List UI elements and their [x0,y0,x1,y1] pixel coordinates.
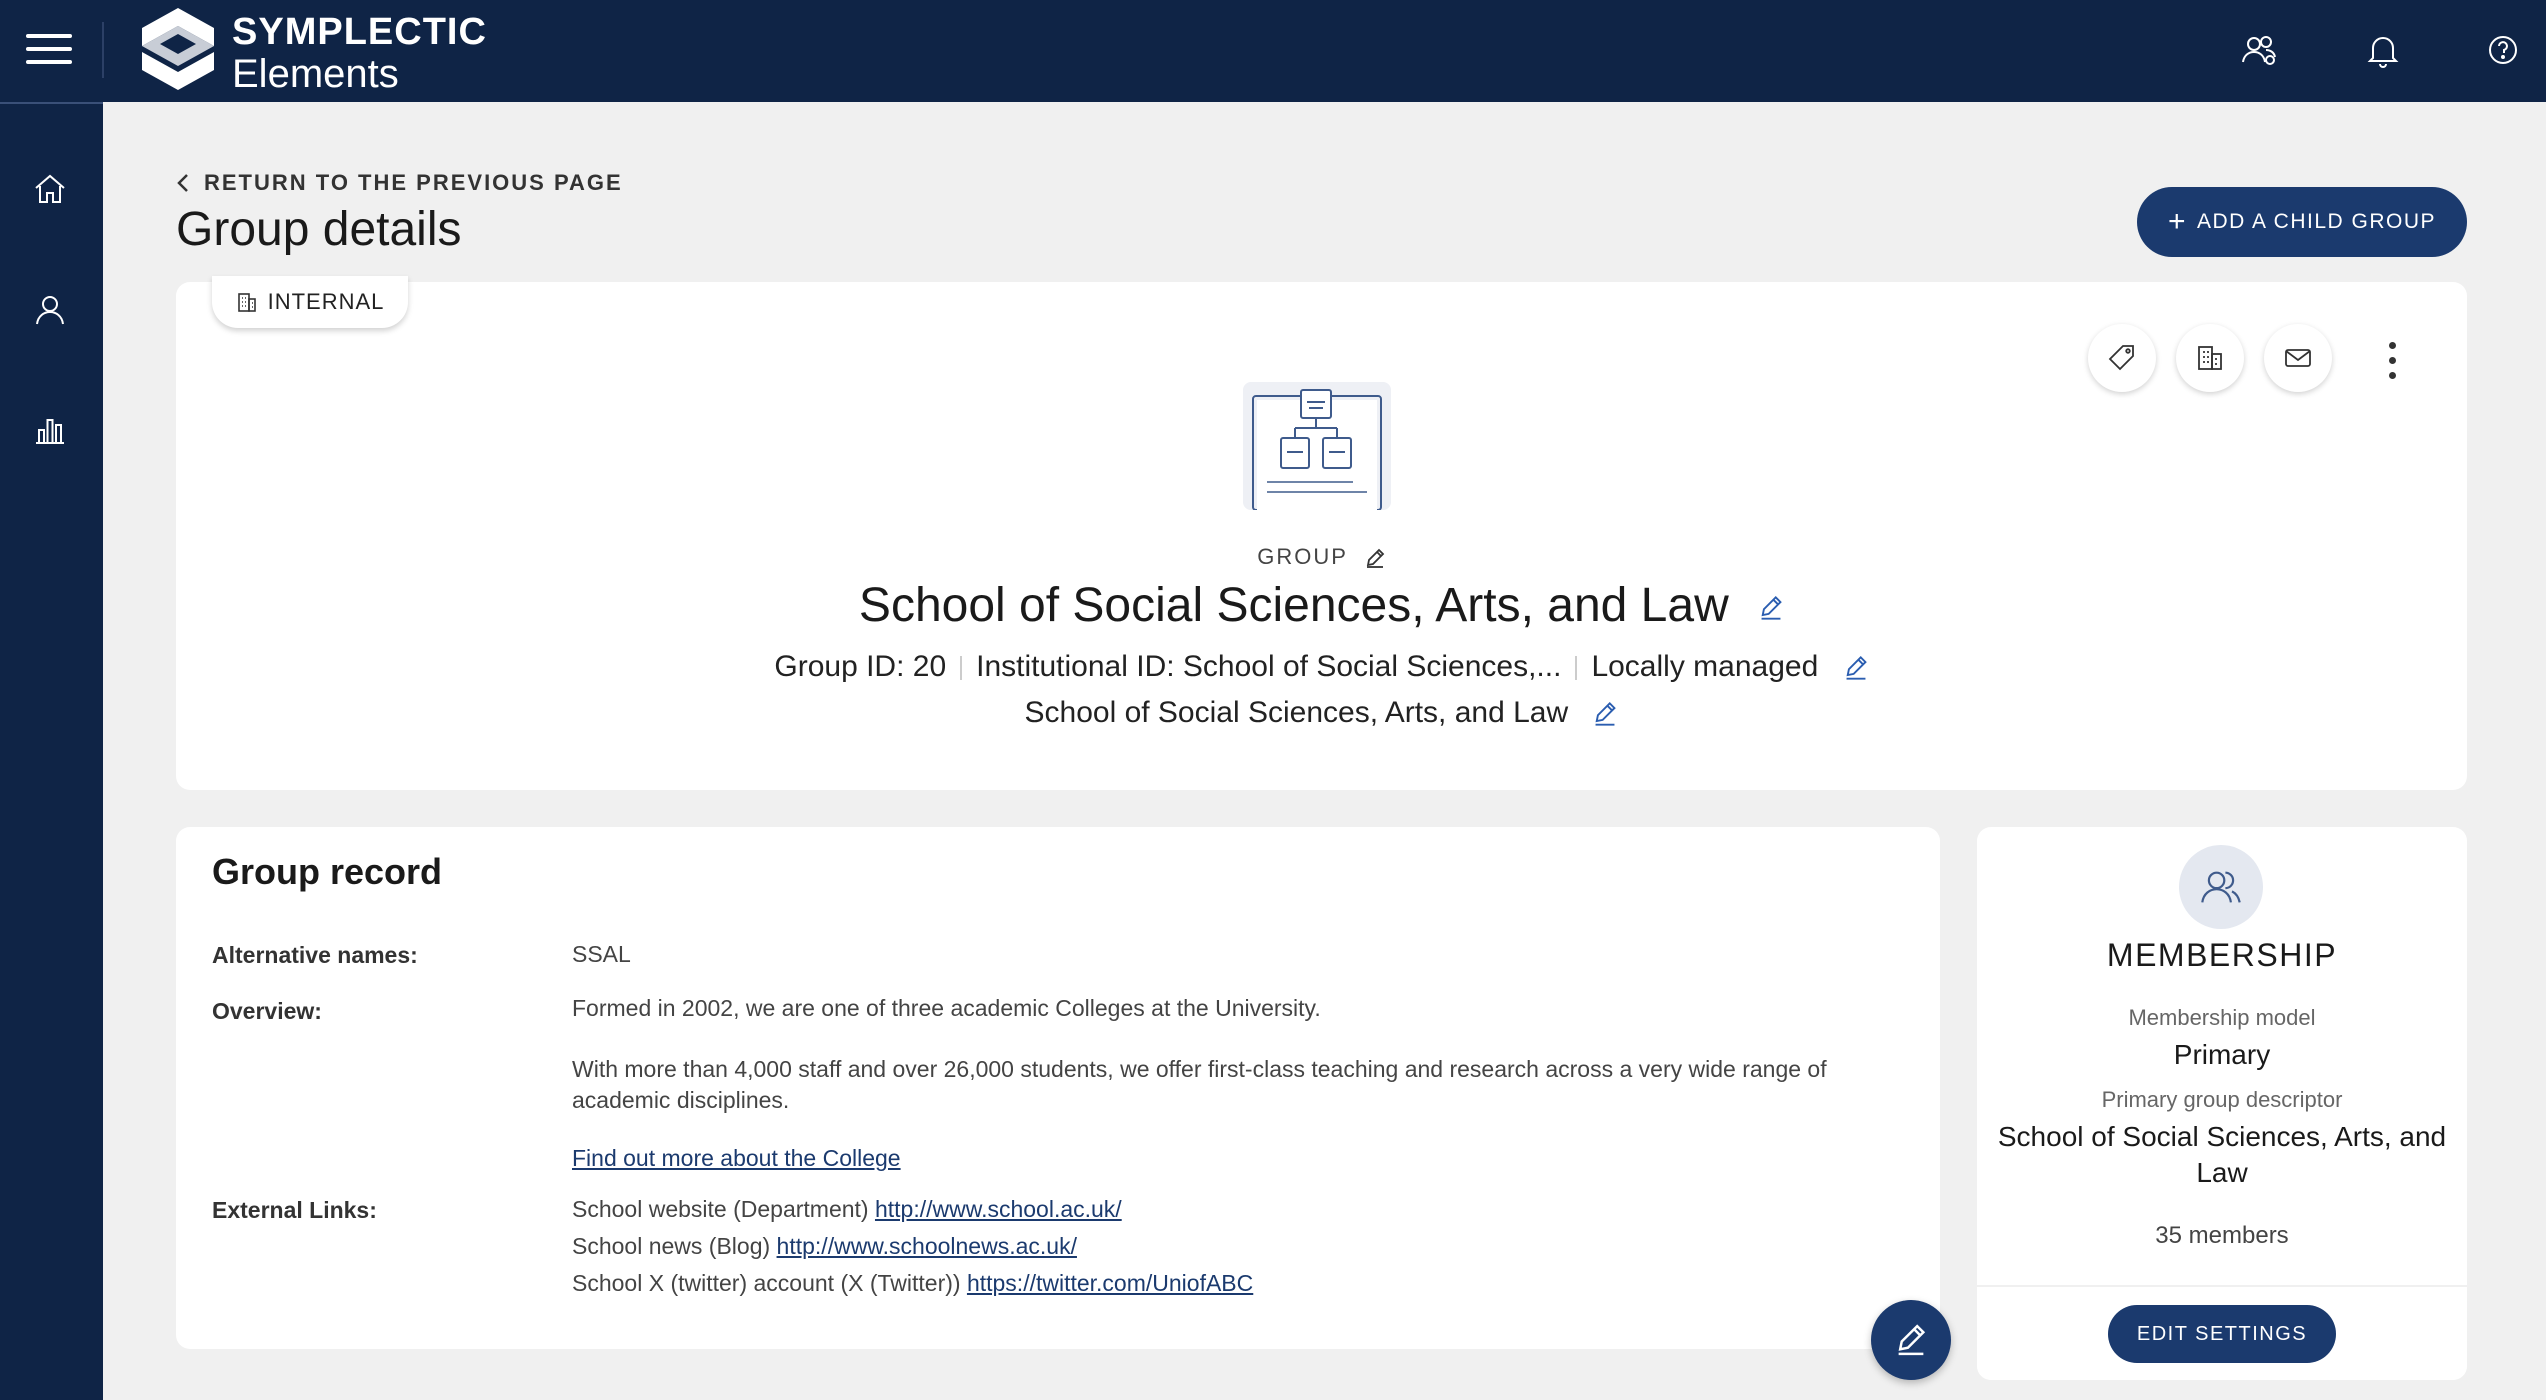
group-id: Group ID: 20 [774,650,947,683]
internal-badge [212,276,408,328]
management-status: Locally managed [1591,650,1819,683]
internal-badge-label: INTERNAL [267,289,385,314]
tag-icon [2107,343,2137,373]
descriptor-value: School of Social Sciences, Arts, and Law [1997,1121,2447,1188]
membership-title: MEMBERSHIP [2106,937,2338,973]
separator [1575,656,1577,680]
separator [960,656,962,680]
group-name-text: School of Social Sciences, Arts, and Law [858,579,1729,632]
external-links-label: External Links: [212,1197,377,1223]
edit-meta-pencil-icon[interactable] [1843,655,1869,681]
brand-name: SYMPLECTIC [232,11,487,53]
external-link-row [572,1194,1122,1225]
external-link-url[interactable]: http://www.school.ac.uk/ [874,1196,1122,1222]
membership-model-label: Membership model [2128,1005,2316,1030]
overview-link[interactable]: Find out more about the College [572,1145,901,1171]
external-link-url[interactable]: https://twitter.com/UniofABC [966,1270,1254,1296]
building-icon [2195,343,2225,373]
reports-icon[interactable] [30,410,70,450]
more-options-icon[interactable] [2372,330,2412,390]
group-name [176,578,2467,633]
membership-footer [1977,1285,2467,1380]
overview-link-row [572,1143,901,1174]
top-bar [0,0,2546,102]
plus-icon: + [2167,205,2187,238]
users-settings-icon[interactable] [2240,30,2280,70]
group-header-card [176,282,2467,790]
group-image-icon [1243,382,1391,510]
external-link-prefix: School website (Department) [572,1196,869,1222]
edit-name-pencil-icon[interactable] [1758,595,1784,621]
external-link-row [572,1268,1253,1299]
help-icon[interactable] [2483,30,2523,70]
add-child-group-label: ADD A CHILD GROUP [2196,210,2437,233]
edit-record-button[interactable] [1871,1300,1951,1380]
membership-model-value: Primary [2173,1039,2271,1070]
pencil-icon [1894,1323,1928,1357]
chevron-left-icon [176,173,190,193]
member-count: 35 members [2155,1222,2289,1249]
alt-names-label: Alternative names: [212,942,418,968]
group-description-text: School of Social Sciences, Arts, and Law [1024,696,1569,729]
edit-description-pencil-icon[interactable] [1592,701,1618,727]
group-type-label [176,544,2467,570]
overview-p1: Formed in 2002, we are one of three academic Colleges at the University. [572,995,1321,1021]
membership-icon-circle [2179,845,2263,929]
edit-type-pencil-icon[interactable] [1364,547,1386,569]
email-button[interactable] [2264,324,2332,392]
external-link-prefix: School news (Blog) [572,1233,771,1259]
organisation-button[interactable] [2176,324,2244,392]
mail-icon [2283,343,2313,373]
home-icon[interactable] [30,170,70,210]
symplectic-logo-icon [138,6,218,92]
group-record-card [176,827,1940,1349]
profile-icon[interactable] [30,290,70,330]
users-icon [2199,865,2243,909]
descriptor-label: Primary group descriptor [2101,1087,2343,1112]
group-meta [176,650,2467,684]
institutional-id: Institutional ID: School of Social Sciences,... [976,650,1562,683]
brand-product: Elements [232,52,399,96]
external-link-prefix: School X (twitter) account (X (Twitter)) [572,1270,961,1296]
external-link-url[interactable]: http://www.schoolnews.ac.uk/ [776,1233,1077,1259]
side-rail [0,102,103,1400]
edit-settings-button[interactable]: EDIT SETTINGS [2108,1305,2336,1363]
labels-button[interactable] [2088,324,2156,392]
record-title: Group record [212,851,443,892]
bell-icon[interactable] [2363,30,2403,70]
building-icon [236,291,258,313]
group-description [176,696,2467,730]
external-link-row [572,1231,1077,1262]
membership-card [1977,827,2467,1380]
menu-icon[interactable] [26,34,72,66]
overview-p2: With more than 4,000 staff and over 26,000 students, we offer first-class teaching and research across a very wide range of academic disciplines. [572,1056,1827,1113]
group-type-text: GROUP [1257,544,1348,569]
return-link-label: RETURN TO THE PREVIOUS PAGE [204,170,623,195]
brand[interactable] [232,12,487,96]
overview-label: Overview: [212,998,322,1024]
page-title: Group details [176,203,462,256]
return-link[interactable] [176,170,623,196]
add-child-group-button[interactable] [2137,187,2467,257]
alt-names-value: SSAL [572,941,631,967]
divider [102,22,104,78]
